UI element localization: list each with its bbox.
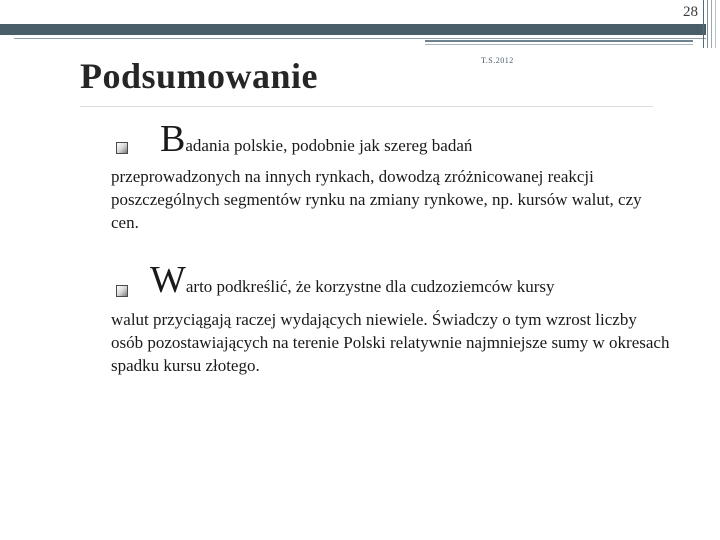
slide-title: Podsumowanie bbox=[80, 56, 319, 96]
first-line-text: arto podkreślić, że korzystne dla cudzoziemców kursy bbox=[185, 277, 555, 296]
bullet-first-line bbox=[150, 261, 555, 299]
decorative-rule bbox=[707, 0, 708, 48]
first-line-text: adania polskie, podobnie jak szereg badań bbox=[185, 136, 473, 155]
header-bar bbox=[0, 24, 706, 35]
drop-cap: W bbox=[150, 259, 186, 301]
drop-cap: B bbox=[160, 118, 186, 160]
header-rule bbox=[14, 38, 706, 39]
bullet-paragraph: walut przyciągają raczej wydających niewiele. Świadczy o tym wzrost liczby osób pozostawiających na terenie Polski relatywnie najmniejsze sumy w okresach spadku kursu złotego. bbox=[111, 310, 670, 375]
header-tag: T.S.2012 bbox=[481, 56, 514, 65]
square-bullet-icon bbox=[116, 285, 128, 297]
decorative-line bbox=[425, 44, 693, 45]
decorative-rule bbox=[703, 0, 704, 48]
decorative-rule bbox=[711, 0, 712, 48]
page-number: 28 bbox=[683, 4, 698, 20]
decorative-line bbox=[425, 40, 693, 42]
decorative-rule bbox=[715, 0, 716, 48]
bullet-paragraph: przeprowadzonych na innych rynkach, dowodzą zróżnicowanej reakcji poszczególnych segmentów rynku na zmiany rynkowe, np. kursów walut, czy cen. bbox=[111, 167, 642, 232]
title-underline bbox=[80, 106, 653, 107]
square-bullet-icon bbox=[116, 142, 128, 154]
bullet-first-line bbox=[160, 120, 472, 158]
